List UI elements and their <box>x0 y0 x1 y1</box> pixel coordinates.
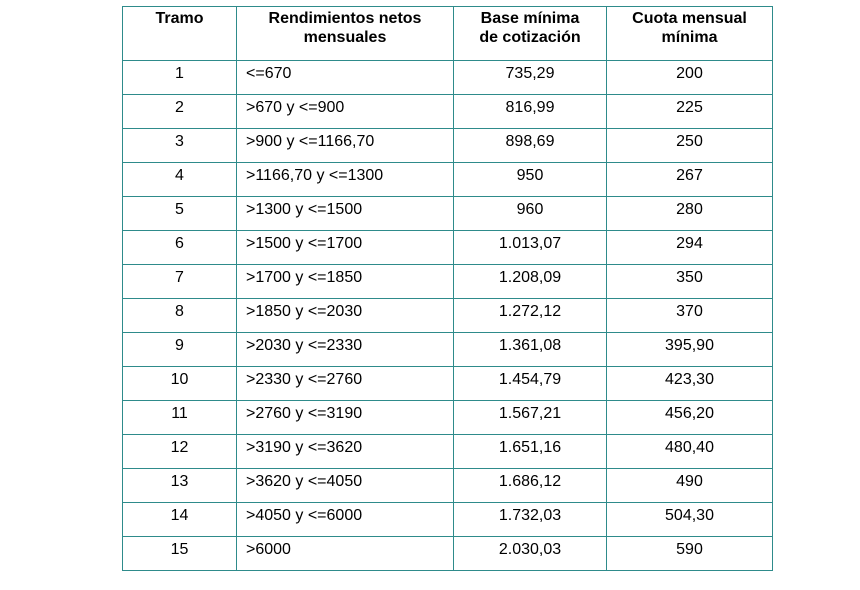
base-minima-cell: 960 <box>454 197 607 231</box>
rendimientos-cell: >4050 y <=6000 <box>237 503 454 537</box>
header-tramo-line-1: Tramo <box>155 10 204 27</box>
header-rendimientos-line-1: Rendimientos netos <box>268 10 422 27</box>
cuota-mensual-cell: 490 <box>607 469 773 503</box>
tramo-cell: 9 <box>123 333 237 367</box>
tramo-cell: 15 <box>123 537 237 571</box>
table-row <box>123 401 773 435</box>
table-row <box>123 503 773 537</box>
rendimientos-cell: >1300 y <=1500 <box>237 197 454 231</box>
base-minima-cell: 1.651,16 <box>454 435 607 469</box>
base-minima-cell: 1.686,12 <box>454 469 607 503</box>
base-minima-cell: 1.732,03 <box>454 503 607 537</box>
cuota-mensual-cell: 250 <box>607 129 773 163</box>
rendimientos-cell: >670 y <=900 <box>237 95 454 129</box>
header-rendimientos-line-2: mensuales <box>303 29 387 46</box>
table-row <box>123 469 773 503</box>
rendimientos-cell: >1850 y <=2030 <box>237 299 454 333</box>
rendimientos-cell: >6000 <box>237 537 454 571</box>
base-minima-cell: 735,29 <box>454 61 607 95</box>
base-minima-cell: 1.208,09 <box>454 265 607 299</box>
tramo-cell: 6 <box>123 231 237 265</box>
tramo-cell: 10 <box>123 367 237 401</box>
tramo-cell: 7 <box>123 265 237 299</box>
tramo-cell: 14 <box>123 503 237 537</box>
table-row <box>123 367 773 401</box>
cuota-mensual-cell: 280 <box>607 197 773 231</box>
base-minima-cell: 1.272,12 <box>454 299 607 333</box>
tramo-cell: 3 <box>123 129 237 163</box>
base-minima-cell: 1.454,79 <box>454 367 607 401</box>
header-base-minima <box>454 7 607 61</box>
base-minima-cell: 1.013,07 <box>454 231 607 265</box>
tramo-cell: 8 <box>123 299 237 333</box>
cuota-mensual-cell: 200 <box>607 61 773 95</box>
table-row <box>123 265 773 299</box>
table-row <box>123 129 773 163</box>
base-minima-cell: 950 <box>454 163 607 197</box>
cuota-mensual-cell: 423,30 <box>607 367 773 401</box>
quota-table <box>122 6 773 571</box>
tramo-cell: 11 <box>123 401 237 435</box>
rendimientos-cell: >2030 y <=2330 <box>237 333 454 367</box>
header-cuota-mensual <box>607 7 773 61</box>
cuota-mensual-cell: 395,90 <box>607 333 773 367</box>
cuota-mensual-cell: 590 <box>607 537 773 571</box>
rendimientos-cell: >1500 y <=1700 <box>237 231 454 265</box>
table-row <box>123 299 773 333</box>
rendimientos-cell: >1700 y <=1850 <box>237 265 454 299</box>
table-row <box>123 537 773 571</box>
tramo-cell: 12 <box>123 435 237 469</box>
tramo-cell: 5 <box>123 197 237 231</box>
table-body <box>123 61 773 571</box>
base-minima-cell: 898,69 <box>454 129 607 163</box>
table-row <box>123 61 773 95</box>
base-minima-cell: 816,99 <box>454 95 607 129</box>
rendimientos-cell: >900 y <=1166,70 <box>237 129 454 163</box>
rendimientos-cell: >2330 y <=2760 <box>237 367 454 401</box>
base-minima-cell: 1.567,21 <box>454 401 607 435</box>
header-rendimientos <box>237 7 454 61</box>
tramo-cell: 4 <box>123 163 237 197</box>
header-tramo <box>123 7 237 61</box>
header-base-minima-line-1: Base mínima <box>480 10 580 27</box>
rendimientos-cell: >1166,70 y <=1300 <box>237 163 454 197</box>
table-row <box>123 163 773 197</box>
cuota-mensual-cell: 267 <box>607 163 773 197</box>
table-row <box>123 435 773 469</box>
tramo-cell: 13 <box>123 469 237 503</box>
header-cuota-mensual-line-1: Cuota mensual <box>632 10 747 27</box>
tramo-cell: 1 <box>123 61 237 95</box>
rendimientos-cell: <=670 <box>237 61 454 95</box>
cuota-mensual-cell: 294 <box>607 231 773 265</box>
rendimientos-cell: >3620 y <=4050 <box>237 469 454 503</box>
header-base-minima-line-2: de cotización <box>479 29 581 46</box>
rendimientos-cell: >2760 y <=3190 <box>237 401 454 435</box>
tramo-cell: 2 <box>123 95 237 129</box>
table-row <box>123 333 773 367</box>
header-cuota-mensual-line-2: mínima <box>661 29 718 46</box>
base-minima-cell: 2.030,03 <box>454 537 607 571</box>
table-row <box>123 95 773 129</box>
cuota-mensual-cell: 370 <box>607 299 773 333</box>
cuota-mensual-cell: 350 <box>607 265 773 299</box>
base-minima-cell: 1.361,08 <box>454 333 607 367</box>
cuota-mensual-cell: 456,20 <box>607 401 773 435</box>
table-row <box>123 231 773 265</box>
cuota-mensual-cell: 480,40 <box>607 435 773 469</box>
cuota-mensual-cell: 504,30 <box>607 503 773 537</box>
cuota-mensual-cell: 225 <box>607 95 773 129</box>
rendimientos-cell: >3190 y <=3620 <box>237 435 454 469</box>
table-row <box>123 197 773 231</box>
header-row <box>123 7 773 61</box>
